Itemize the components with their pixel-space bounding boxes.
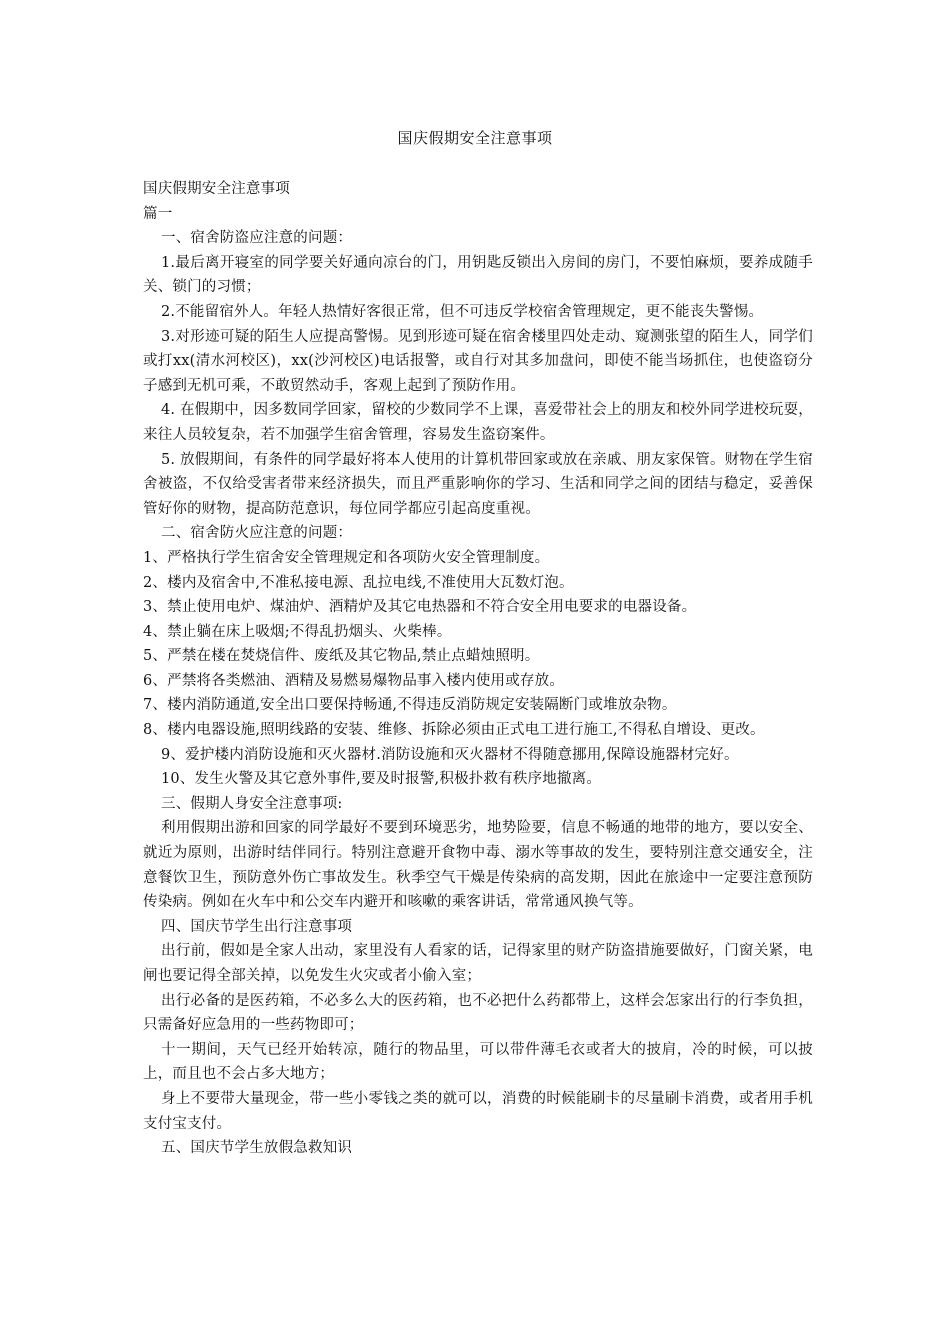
paragraph: 1.最后离开寝室的同学要关好通向凉台的门，用钥匙反锁出入房间的房门，不要怕麻烦，要养成随手关、锁门的习惯； bbox=[143, 254, 813, 296]
paragraph: 出行必备的是医药箱，不必多么大的医药箱，也不必把什么药都带上，这样会怎家出行的行李负担，只需备好应急用的一些药物即可； bbox=[143, 992, 813, 1034]
paragraph: 十一期间，天气已经开始转凉，随行的物品里，可以带件薄毛衣或者大的披肩，冷的时候，可以披上，而且也不会占多大地方； bbox=[143, 1041, 813, 1083]
list-item: 5、严禁在楼在焚烧信件、废纸及其它物品,禁止点蜡烛照明。 bbox=[143, 648, 540, 665]
paragraph: 5. 放假期间，有条件的同学最好将本人使用的计算机带回家或放在亲戚、朋友家保管。财物在学生宿舍被盗，不仅给受害者带来经济损失，而且严重影响你的学习、生活和同学之间的团结与稳定，妥善保管好你的财物，提高防范意识，每位同学都应引起高度重视。 bbox=[143, 451, 813, 517]
list-item: 2、楼内及宿舍中,不准私接电源、乱拉电线,不准使用大瓦数灯泡。 bbox=[143, 574, 574, 591]
document-body bbox=[143, 177, 813, 1161]
list-item: 4、禁止躺在床上吸烟;不得乱扔烟头、火柴棒。 bbox=[143, 623, 452, 640]
paragraph: 身上不要带大量现金，带一些小零钱之类的就可以，消费的时候能刷卡的尽量刷卡消费，或者用手机支付宝支付。 bbox=[143, 1090, 813, 1132]
section-heading-personal-safety: 三、假期人身安全注意事项: bbox=[161, 795, 343, 812]
list-item: 1、严格执行学生宿舍安全管理规定和各项防火安全管理制度。 bbox=[143, 549, 550, 566]
section-heading-travel: 四、国庆节学生出行注意事项 bbox=[161, 918, 353, 935]
list-item: 9、爱护楼内消防设施和灭火器材.消防设施和灭火器材不得随意挪用,保障设施器材完好。 bbox=[161, 746, 739, 763]
paragraph: 3.对形迹可疑的陌生人应提高警惕。见到形迹可疑在宿舍楼里四处走动、窥测张望的陌生人，同学们或打xx(清水河校区)，xx(沙河校区)电话报警，或自行对其多加盘问，即使不能当场抓住，也使盗窃分子感到无机可乘，不敢贸然动手，客观上起到了预防作用。 bbox=[143, 328, 813, 394]
section-heading-dorm-fire: 二、宿舍防火应注意的问题： bbox=[161, 525, 353, 542]
list-item: 10、发生火警及其它意外事件,要及时报警,积极扑救有秩序地撤离。 bbox=[161, 771, 602, 788]
document-title: 国庆假期安全注意事项 bbox=[397, 129, 553, 147]
paragraph: 4. 在假期中，因多数同学回家，留校的少数同学不上课，喜爱带社会上的朋友和校外同学进校玩耍，来往人员较复杂，若不加强学生宿舍管理，容易发生盗窃案件。 bbox=[143, 402, 813, 443]
list-item: 8、楼内电器设施,照明线路的安装、维修、拆除必须由正式电工进行施工,不得私自增设、更改。 bbox=[143, 722, 765, 739]
list-item: 6、严禁将各类燃油、酒精及易燃易爆物品事入楼内使用或存放。 bbox=[143, 672, 565, 689]
paragraph: 2.不能留宿外人。年轻人热情好客很正常，但不可违反学校宿舍管理规定，更不能丧失警惕。 bbox=[161, 303, 764, 320]
paragraph: 出行前，假如是全家人出动，家里没有人看家的话，记得家里的财产防盗措施要做好，门窗关紧，电闸也要记得全部关掉，以免发生火灾或者小偷入室； bbox=[143, 943, 813, 984]
section-heading-first-aid: 五、国庆节学生放假急救知识 bbox=[161, 1140, 353, 1157]
list-item: 7、楼内消防通道,安全出口要保持畅通,不得违反消防规定安装隔断门或堆放杂物。 bbox=[143, 697, 677, 714]
section-heading-dorm-theft: 一、宿舍防盗应注意的问题： bbox=[161, 230, 353, 247]
list-item: 3、禁止使用电炉、煤油炉、酒精炉及其它电热器和不符合安全用电要求的电器设备。 bbox=[143, 599, 697, 616]
part-label: 篇一 bbox=[143, 205, 173, 222]
paragraph: 利用假期出游和回家的同学最好不要到环境恶劣，地势险要，信息不畅通的地带的地方，要以安全、就近为原则，出游时结伴同行。特别注意避开食物中毒、溺水等事故的发生，要特别注意交通安全，注意餐饮卫生，预防意外伤亡事故发生。秋季空气干燥是传染病的高发期，因此在旅途中一定要注意预防传染病。例如在火车中和公交车内避开和咳嗽的乘客讲话，常常通风换气等。 bbox=[143, 820, 813, 911]
body-heading: 国庆假期安全注意事项 bbox=[143, 181, 290, 197]
